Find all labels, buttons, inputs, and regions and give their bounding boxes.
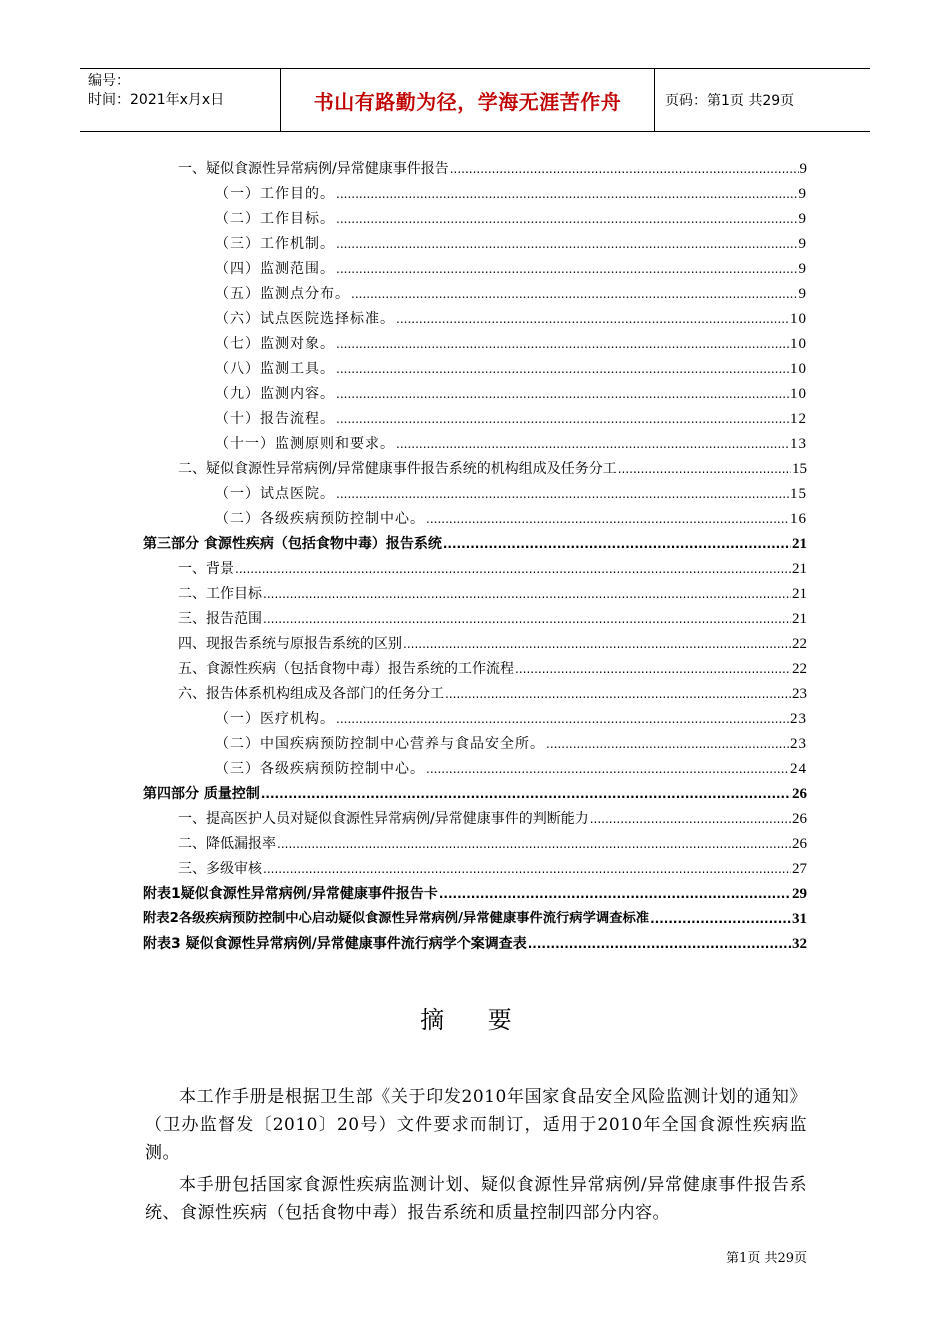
toc-entry[interactable]: 二、疑似食源性异常病例/异常健康事件报告系统的机构组成及任务分工 ..... 15: [178, 455, 807, 479]
header-motto: 书山有路勤为径，学海无涯苦作舟: [280, 69, 655, 131]
header-meta: [80, 69, 280, 131]
page-footer: 第1页 共29页: [726, 1251, 807, 1266]
toc-entry[interactable]: 二、工作目标 ..... 21: [178, 580, 807, 604]
page-header: [80, 68, 870, 132]
toc-entry[interactable]: （五）监测点分布。 ..... 9: [215, 280, 807, 304]
toc-entry[interactable]: （二）工作目标。 ..... 9: [215, 205, 807, 229]
toc-entry[interactable]: （二）各级疾病预防控制中心。 ..... 16: [215, 505, 807, 529]
toc-entry[interactable]: （一）工作目的。 ..... 9: [215, 180, 807, 204]
toc-entry[interactable]: 一、提高医护人员对疑似食源性异常病例/异常健康事件的判断能力 ..... 26: [178, 805, 807, 829]
toc-entry[interactable]: 一、背景 ..... 21: [178, 555, 807, 579]
toc-entry[interactable]: 四、现报告系统与原报告系统的区别 ..... 22: [178, 630, 807, 654]
toc-entry[interactable]: 六、报告体系机构组成及各部门的任务分工 ..... 23: [178, 680, 807, 704]
toc-entry[interactable]: 附表1疑似食源性异常病例/异常健康事件报告卡 ..... 29: [143, 880, 807, 904]
toc-entry[interactable]: 五、食源性疾病（包括食物中毒）报告系统的工作流程 ..... 22: [178, 655, 807, 679]
toc-entry[interactable]: （二）中国疾病预防控制中心营养与食品安全所。 ..... 23: [215, 730, 807, 754]
abstract-paragraph: 本工作手册是根据卫生部《关于印发2010年国家食品安全风险监测计划的通知》（卫办监督发〔2010〕20号）文件要求而制订，适用于2010年全国食源性疾病监测。: [145, 1087, 807, 1163]
toc-entry[interactable]: （八）监测工具。 ..... 10: [215, 355, 807, 379]
toc-entry[interactable]: （十一）监测原则和要求。 ..... 13: [215, 430, 807, 454]
toc-entry[interactable]: 附表3 疑似食源性异常病例/异常健康事件流行病学个案调查表 ..... 32: [143, 930, 807, 954]
toc-entry[interactable]: 附表2各级疾病预防控制中心启动疑似食源性异常病例/异常健康事件流行病学调查标准 ..... 31: [143, 905, 807, 929]
toc-entry[interactable]: 一、疑似食源性异常病例/异常健康事件报告 ..... 9: [178, 155, 807, 179]
toc-entry[interactable]: 第三部分 食源性疾病（包括食物中毒）报告系统 ..... 21: [143, 530, 807, 554]
toc-entry[interactable]: （九）监测内容。 ..... 10: [215, 380, 807, 404]
toc-entry[interactable]: （三）工作机制。 ..... 9: [215, 230, 807, 254]
toc-entry[interactable]: （一）医疗机构。 ..... 23: [215, 705, 807, 729]
toc-entry[interactable]: 二、降低漏报率 ..... 26: [178, 830, 807, 854]
header-page-info: 页码：第1页 共29页: [665, 93, 795, 109]
toc-entry[interactable]: （七）监测对象。 ..... 10: [215, 330, 807, 354]
abstract-title: 摘 要: [420, 1006, 530, 1034]
toc-entry[interactable]: 三、多级审核 ..... 27: [178, 855, 807, 879]
document-number-label: 编号：: [88, 73, 130, 89]
document-time: 时间：2021年x月x日: [88, 92, 225, 108]
toc-entry[interactable]: （四）监测范围。 ..... 9: [215, 255, 807, 279]
abstract-paragraph: 本手册包括国家食源性疾病监测计划、疑似食源性异常病例/异常健康事件报告系统、食源性疾病（包括食物中毒）报告系统和质量控制四部分内容。: [145, 1175, 807, 1223]
toc-entry[interactable]: （三）各级疾病预防控制中心。 ..... 24: [215, 755, 807, 779]
toc-entry[interactable]: 第四部分 质量控制 ..... 26: [143, 780, 807, 804]
toc-entry[interactable]: （十）报告流程。 ..... 12: [215, 405, 807, 429]
toc-entry[interactable]: （六）试点医院选择标准。 ..... 10: [215, 305, 807, 329]
toc-entry[interactable]: （一）试点医院。 ..... 15: [215, 480, 807, 504]
toc-entry[interactable]: 三、报告范围 ..... 21: [178, 605, 807, 629]
